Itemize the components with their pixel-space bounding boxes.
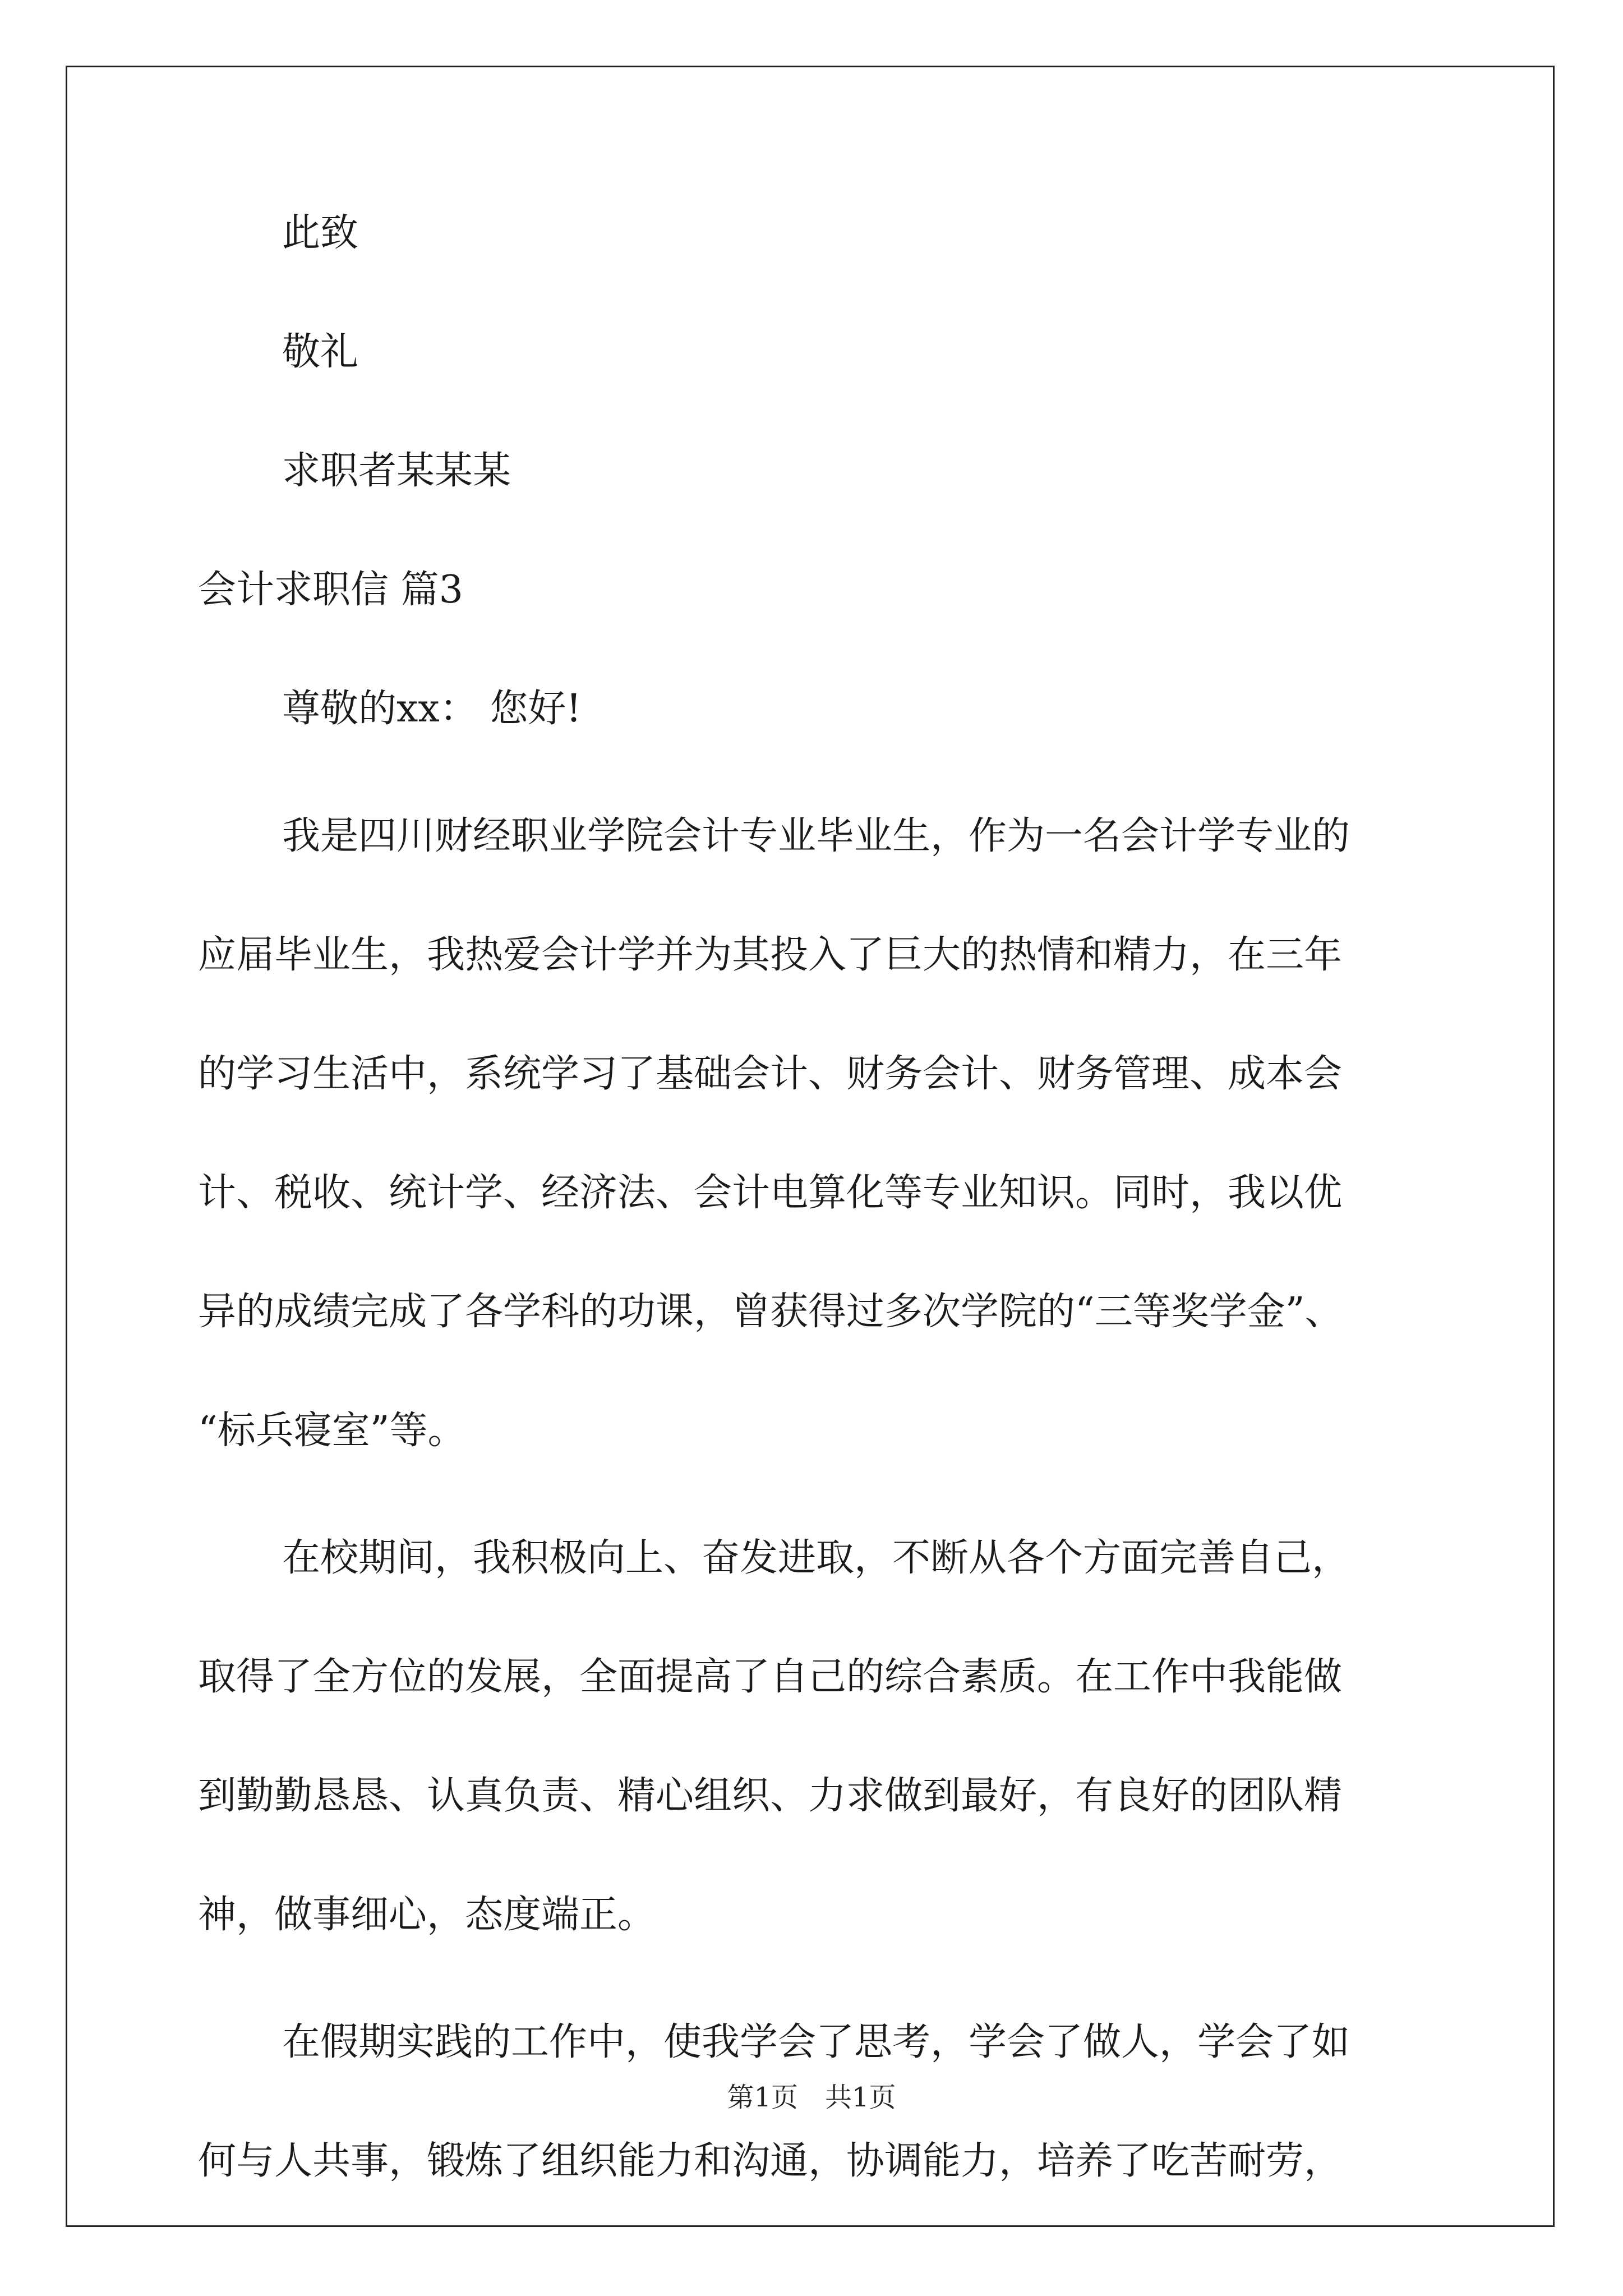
paragraph-line: 到勤勤恳恳、认真负责、精心组织、力求做到最好，有良好的团队精: [198, 1774, 1343, 1818]
paragraph-line: 在校期间，我积极向上、奋发进取，不断从各个方面完善自己，: [282, 1536, 1350, 1580]
paragraph-line: 何与人共事，锻炼了组织能力和沟通，协调能力，培养了吃苦耐劳，: [198, 2139, 1343, 2183]
greeting: 尊敬的xx： 您好!: [282, 687, 582, 731]
paragraph-line: 我是四川财经职业学院会计专业毕业生，作为一名会计学专业的: [282, 814, 1350, 858]
closing-salutation: 此致: [282, 211, 359, 255]
paragraph-line: “标兵寝室”等。: [198, 1409, 466, 1453]
paragraph-line: 神，做事细心，态度端正。: [198, 1893, 656, 1937]
document-body: [198, 208, 1449, 2263]
paragraph-line: 应届毕业生，我热爱会计学并为其投入了巨大的热情和精力，在三年: [198, 933, 1343, 977]
paragraph-education: [198, 811, 1449, 1457]
closing-regards: 敬礼: [282, 330, 359, 374]
paragraph-line: 异的成绩完成了各学科的功课，曾获得过多次学院的“三等奖学金”、: [198, 1290, 1343, 1334]
paragraph-line: 取得了全方位的发展，全面提高了自己的综合素质。在工作中我能做: [198, 1655, 1343, 1699]
paragraph-line: 计、税收、统计学、经济法、会计电算化等专业知识。同时，我以优: [198, 1171, 1343, 1215]
section-title: 会计求职信 篇3: [198, 568, 463, 612]
paragraph-campus: [198, 1533, 1449, 1941]
signature: 求职者某某某: [282, 449, 511, 493]
paragraph-line: 的学习生活中，系统学习了基础会计、财务会计、财务管理、成本会: [198, 1052, 1343, 1096]
page-footer: 第1页 共1页: [727, 2082, 896, 2113]
paragraph-line: 在假期实践的工作中，使我学会了思考，学会了做人，学会了如: [282, 2020, 1350, 2064]
